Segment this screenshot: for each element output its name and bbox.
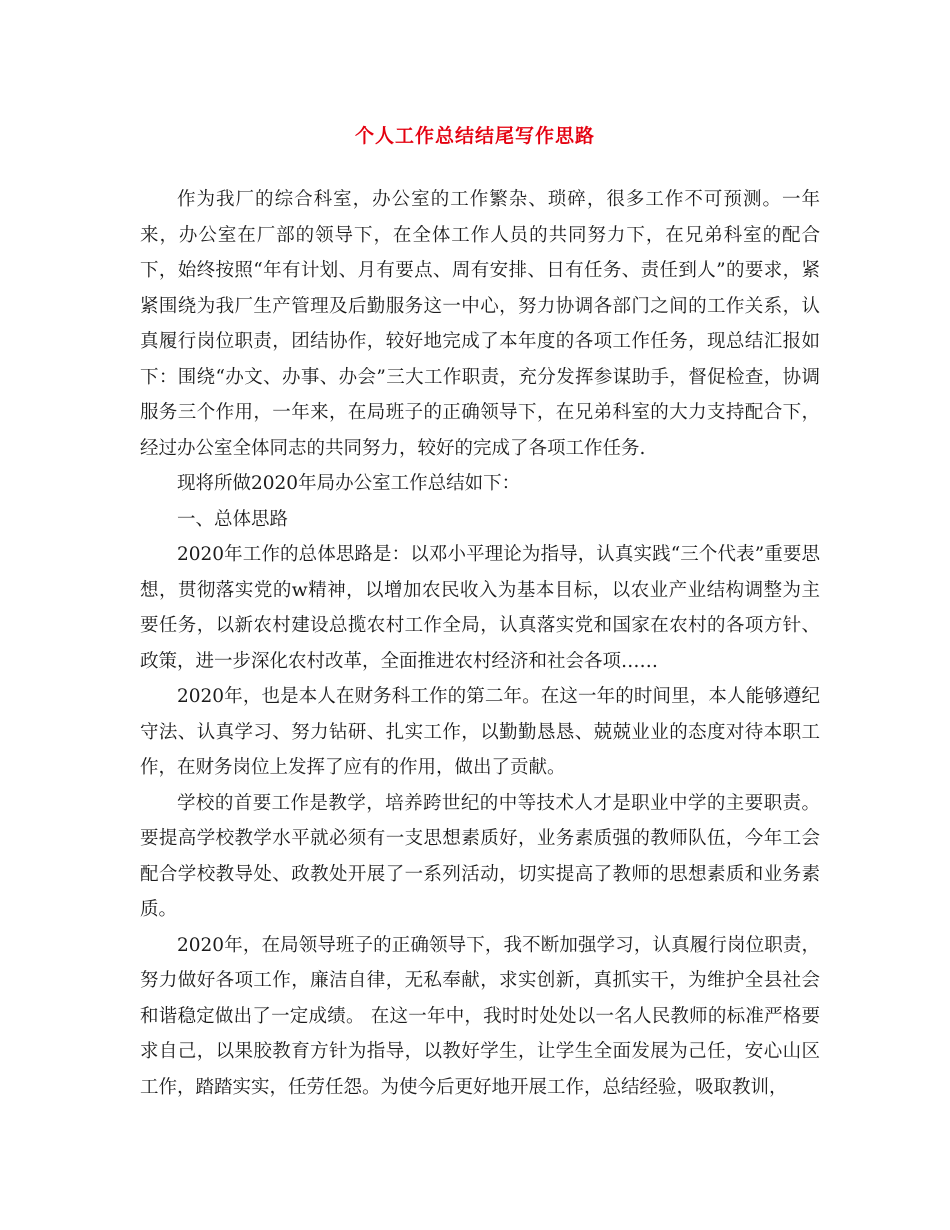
paragraph-finance-work: 2020年，也是本人在财务科工作的第二年。在这一年的时间里，本人能够遵纪守法、认真学习、努力钻研、扎实工作，以勤勤恳恳、兢兢业业的态度对待本职工作，在财务岗位上发挥了应有的作用，做出了贡献。 — [140, 686, 820, 778]
paragraph-summary-lead: 现将所做2020年局办公室工作总结如下： — [177, 473, 521, 494]
paragraph-overall-approach: 2020年工作的总体思路是：以邓小平理论为指导，认真实践“三个代表”重要思想，贯彻落实党的w精神，以增加农民收入为基本目标，以农业产业结构调整为主要任务，以新农村建设总揽农村工作全局，认真落实党和国家在农村的各项方针、政策，进一步深化农村改革，全面推进农村经济和社会各项…… — [140, 544, 820, 672]
paragraph-personal-review: 2020年，在局领导班子的正确领导下，我不断加强学习，认真履行岗位职责，努力做好各项工作，廉洁自律，无私奉献，求实创新，真抓实干，为维护全县社会和谐稳定做出了一定成绩。 在这一年中，我时时处处以一名人民教师的标准严格要求自己，以果胶教育方针为指导，以教好学生，让学生全面发展为己任，安心山区工作，踏踏实实，任劳任怨。为使今后更好地开展工作，总结经验，吸取教训， — [140, 934, 820, 1098]
document-title: 个人工作总结结尾写作思路 — [354, 125, 595, 147]
paragraph-school-teaching: 学校的首要工作是教学，培养跨世纪的中等技术人才是职业中学的主要职责。要提高学校教学水平就必须有一支思想素质好，业务素质强的教师队伍，今年工会配合学校教导处、政教处开展了一系列活动，切实提高了教师的思想素质和业务素质。 — [140, 792, 820, 920]
document-body — [140, 182, 820, 1105]
section-heading-overall-approach: 一、总体思路 — [177, 508, 289, 530]
paragraph-intro: 作为我厂的综合科室，办公室的工作繁杂、琐碎，很多工作不可预测。一年来，办公室在厂部的领导下，在全体工作人员的共同努力下，在兄弟科室的配合下，始终按照“年有计划、月有要点、周有安排、日有任务、责任到人”的要求，紧紧围绕为我厂生产管理及后勤服务这一中心，努力协调各部门之间的工作关系，认真履行岗位职责，团结协作，较好地完成了本年度的各项工作任务，现总结汇报如下：围绕“办文、办事、办会”三大工作职责，充分发挥参谋助手，督促检查，协调服务三个作用，一年来，在局班子的正确领导下，在兄弟科室的大力支持配合下，经过办公室全体同志的共同努力，较好的完成了各项工作任务. — [140, 189, 820, 459]
